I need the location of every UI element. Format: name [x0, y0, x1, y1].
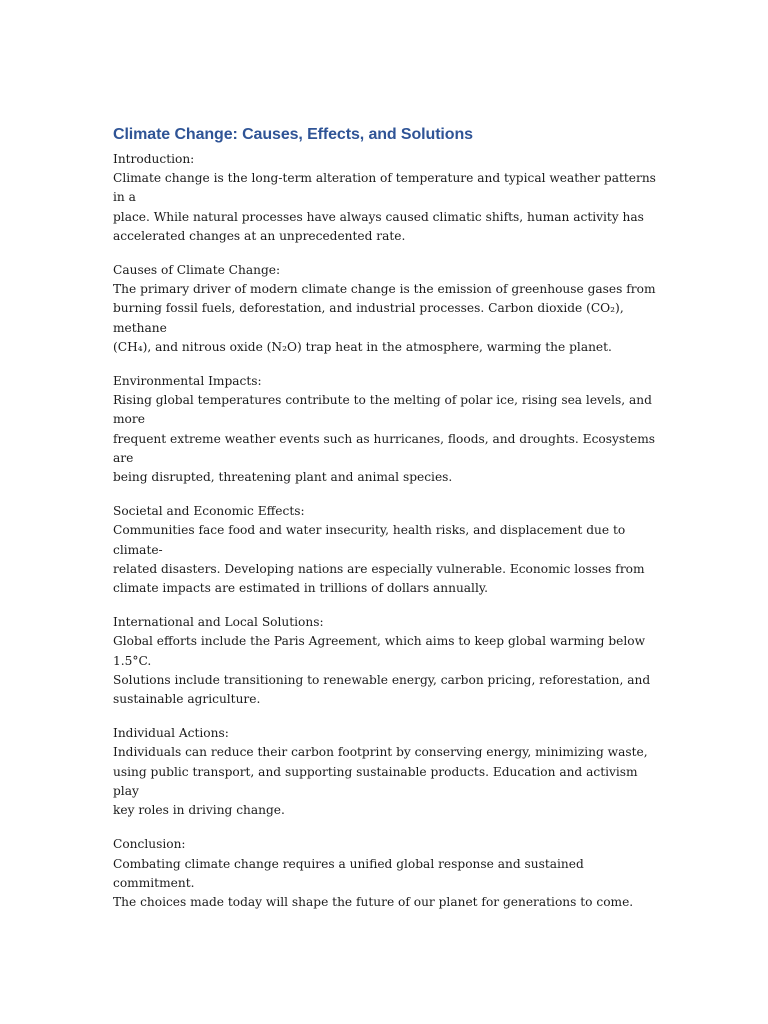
section-environmental-impacts	[113, 372, 661, 487]
section-heading: Environmental Impacts:	[113, 374, 262, 389]
section-heading: Causes of Climate Change:	[113, 263, 281, 278]
section-line: (CH₄), and nitrous oxide (N₂O) trap heat in the atmosphere, warming the planet.	[113, 339, 612, 354]
section-line: Communities face food and water insecurity, health risks, and displacement due to climate-	[113, 523, 626, 557]
section-line: being disrupted, threatening plant and animal species.	[113, 470, 453, 485]
section-line: Rising global temperatures contribute to the melting of polar ice, rising sea levels, and more	[113, 393, 652, 427]
section-line: climate impacts are estimated in trillions of dollars annually.	[113, 581, 488, 596]
section-line: Solutions include transitioning to renewable energy, carbon pricing, reforestation, and	[113, 672, 651, 687]
section-individual-actions	[113, 724, 661, 820]
section-societal-economic	[113, 502, 661, 598]
section-line: related disasters. Developing nations are especially vulnerable. Economic losses from	[113, 561, 645, 576]
section-line: using public transport, and supporting sustainable products. Education and activism play	[113, 764, 638, 798]
section-line: accelerated changes at an unprecedented rate.	[113, 228, 406, 243]
section-causes	[113, 261, 661, 357]
document-title: Climate Change: Causes, Effects, and Solutions	[113, 126, 473, 143]
section-line: key roles in driving change.	[113, 803, 285, 818]
section-line: The choices made today will shape the future of our planet for generations to come.	[113, 894, 634, 909]
document-page	[113, 124, 661, 927]
section-introduction	[113, 150, 661, 246]
section-heading: Introduction:	[113, 152, 195, 166]
section-line: frequent extreme weather events such as hurricanes, floods, and droughts. Ecosystems are	[113, 431, 656, 465]
section-line: Individuals can reduce their carbon footprint by conserving energy, minimizing waste,	[113, 745, 648, 760]
section-line: burning fossil fuels, deforestation, and industrial processes. Carbon dioxide (CO₂), methane	[113, 301, 624, 335]
section-heading: Individual Actions:	[113, 726, 229, 741]
section-line: sustainable agriculture.	[113, 692, 261, 707]
section-heading: Conclusion:	[113, 837, 186, 852]
section-heading: Societal and Economic Effects:	[113, 504, 305, 519]
section-line: The primary driver of modern climate change is the emission of greenhouse gases from	[113, 282, 656, 297]
section-line: Combating climate change requires a unified global response and sustained commitment.	[113, 856, 584, 890]
section-line: Global efforts include the Paris Agreement, which aims to keep global warming below 1.5°C.	[113, 634, 646, 668]
section-solutions	[113, 613, 661, 709]
section-line: Climate change is the long-term alteration of temperature and typical weather patterns in a	[113, 171, 656, 205]
section-line: place. While natural processes have always caused climatic shifts, human activity has	[113, 209, 644, 224]
section-conclusion	[113, 835, 661, 912]
section-heading: International and Local Solutions:	[113, 615, 324, 630]
